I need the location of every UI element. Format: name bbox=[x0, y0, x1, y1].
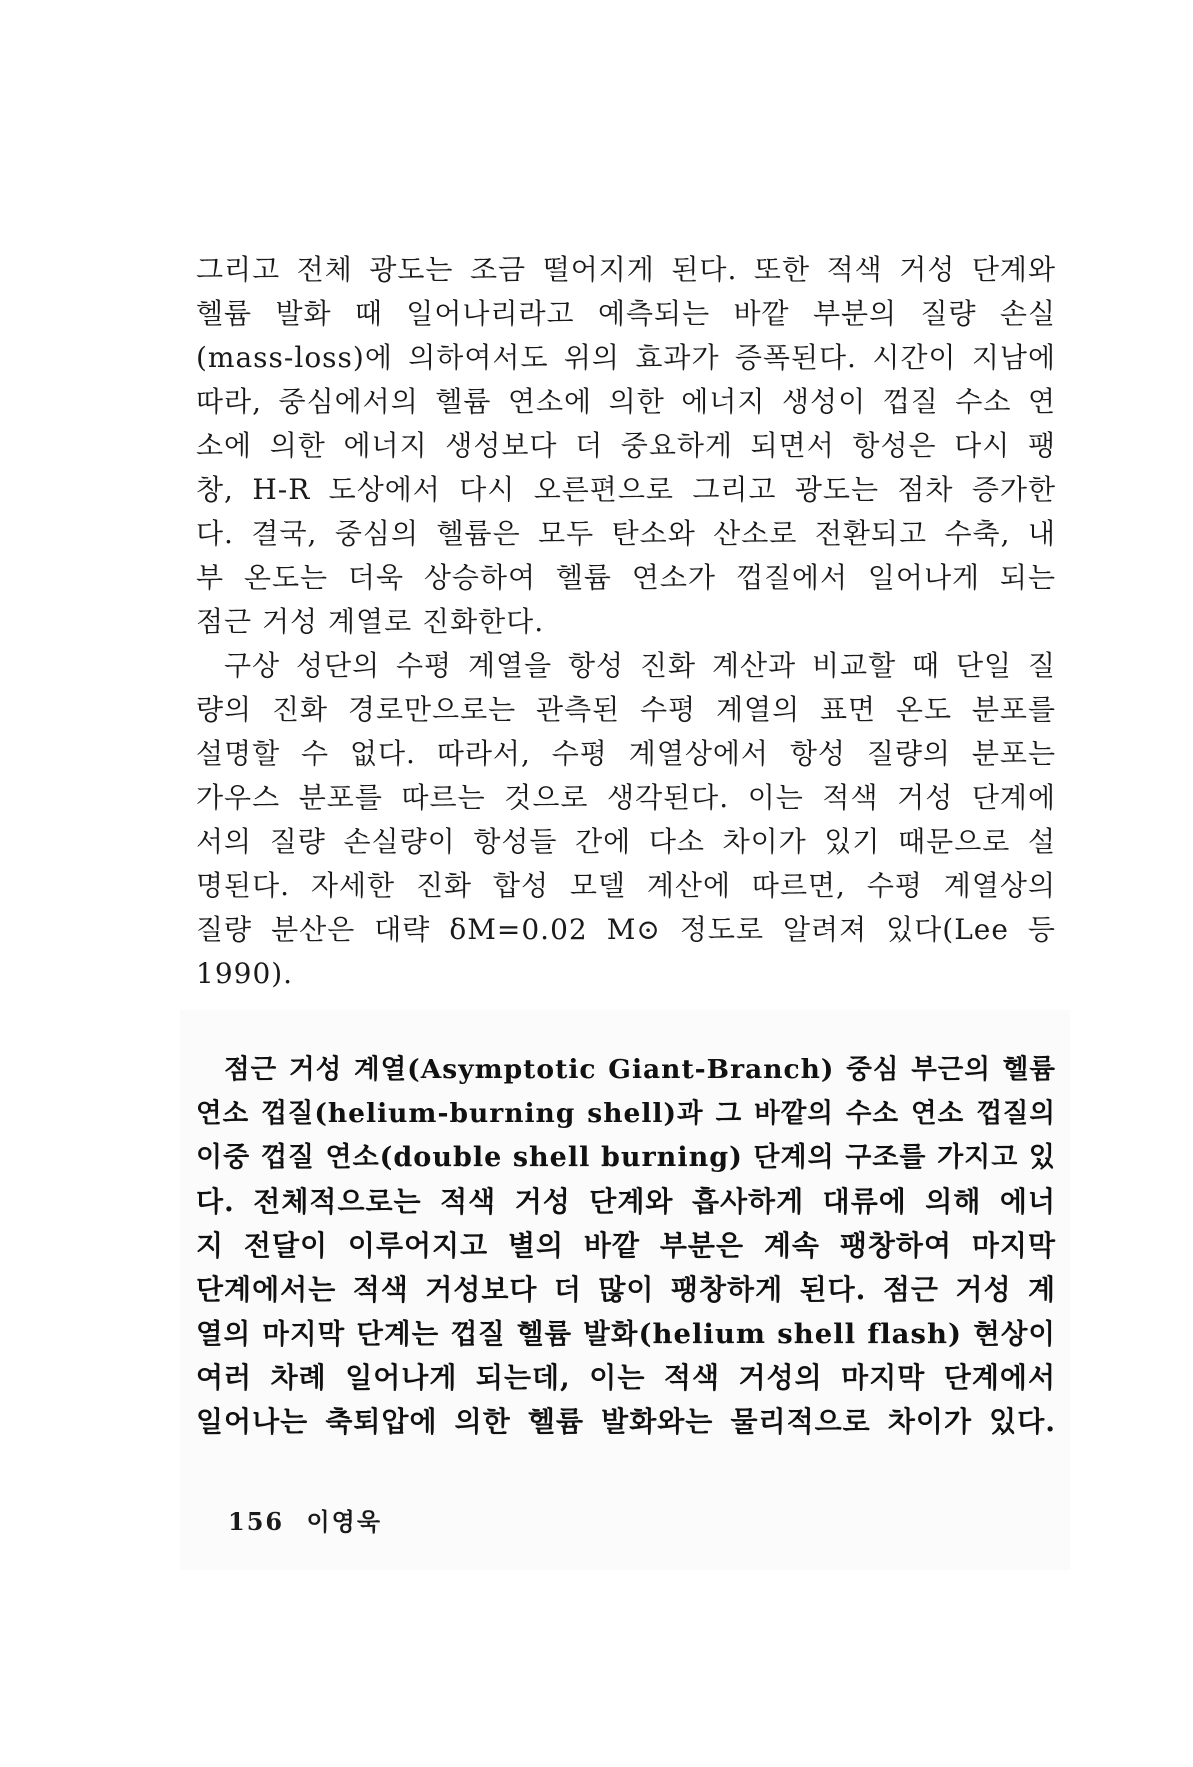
text-line: 다. 전체적으로는 적색 거성 단계와 흡사하게 대류에 의해 에너 bbox=[196, 1185, 1056, 1218]
text-block-lower bbox=[196, 1048, 1056, 1444]
text-line: 단계에서는 적색 거성보다 더 많이 팽창하게 된다. 점근 거성 계 bbox=[196, 1273, 1056, 1306]
text-line: 서의 질량 손실량이 항성들 간에 다소 차이가 있기 때문으로 설 bbox=[196, 825, 1056, 858]
text-line: 창, H-R 도상에서 다시 오른편으로 그리고 광도는 점차 증가한 bbox=[196, 473, 1056, 506]
text-line: 구상 성단의 수평 계열을 항성 진화 계산과 비교할 때 단일 질 bbox=[224, 649, 1056, 682]
text-line: 따라, 중심에서의 헬륨 연소에 의한 에너지 생성이 껍질 수소 연 bbox=[196, 385, 1056, 418]
text-line: 다. 결국, 중심의 헬륨은 모두 탄소와 산소로 전환되고 수축, 내 bbox=[196, 517, 1056, 550]
text-line: 헬륨 발화 때 일어나리라고 예측되는 바깥 부분의 질량 손실 bbox=[196, 297, 1056, 330]
text-line: 부 온도는 더욱 상승하여 헬륨 연소가 껍질에서 일어나게 되는 bbox=[196, 561, 1056, 594]
text-line: 량의 진화 경로만으로는 관측된 수평 계열의 표면 온도 분포를 bbox=[196, 693, 1056, 726]
text-line: 점근 거성 계열(Asymptotic Giant-Branch) 중심 부근의 헬륨 bbox=[224, 1054, 1056, 1085]
text-line: 1990). bbox=[196, 957, 294, 990]
text-line: 점근 거성 계열로 진화한다. bbox=[196, 605, 545, 638]
text-line: 설명할 수 없다. 따라서, 수평 계열상에서 항성 질량의 분포는 bbox=[196, 737, 1056, 770]
text-line: 소에 의한 에너지 생성보다 더 중요하게 되면서 항성은 다시 팽 bbox=[196, 429, 1056, 462]
text-line: 질량 분산은 대략 δM=0.02 M⊙ 정도로 알려져 있다(Lee 등 bbox=[196, 913, 1056, 946]
running-footer-author: 이영욱 bbox=[306, 1507, 383, 1536]
text-line: (mass-loss)에 의하여서도 위의 효과가 증폭된다. 시간이 지남에 bbox=[196, 341, 1056, 374]
text-line: 연소 껍질(helium-burning shell)과 그 바깥의 수소 연소 껍질의 bbox=[196, 1098, 1056, 1129]
page-number: 156 bbox=[228, 1507, 285, 1536]
text-line: 가우스 분포를 따르는 것으로 생각된다. 이는 적색 거성 단계에 bbox=[196, 781, 1056, 814]
text-line: 이중 껍질 연소(double shell burning) 단계의 구조를 가지고 있 bbox=[196, 1142, 1056, 1173]
text-block-upper bbox=[196, 248, 1056, 996]
text-line: 그리고 전체 광도는 조금 떨어지게 된다. 또한 적색 거성 단계와 bbox=[196, 253, 1056, 286]
text-line: 여러 차례 일어나게 되는데, 이는 적색 거성의 마지막 단계에서 bbox=[196, 1361, 1056, 1394]
text-line: 열의 마지막 단계는 껍질 헬륨 발화(helium shell flash) 현상이 bbox=[196, 1318, 1056, 1350]
text-line: 일어나는 축퇴압에 의한 헬륨 발화와는 물리적으로 차이가 있다. bbox=[196, 1405, 1056, 1438]
text-line: 명된다. 자세한 진화 합성 모델 계산에 따르면, 수평 계열상의 bbox=[196, 869, 1056, 902]
page-footer bbox=[228, 1502, 382, 1537]
text-line: 지 전달이 이루어지고 별의 바깥 부분은 계속 팽창하여 마지막 bbox=[196, 1229, 1056, 1262]
